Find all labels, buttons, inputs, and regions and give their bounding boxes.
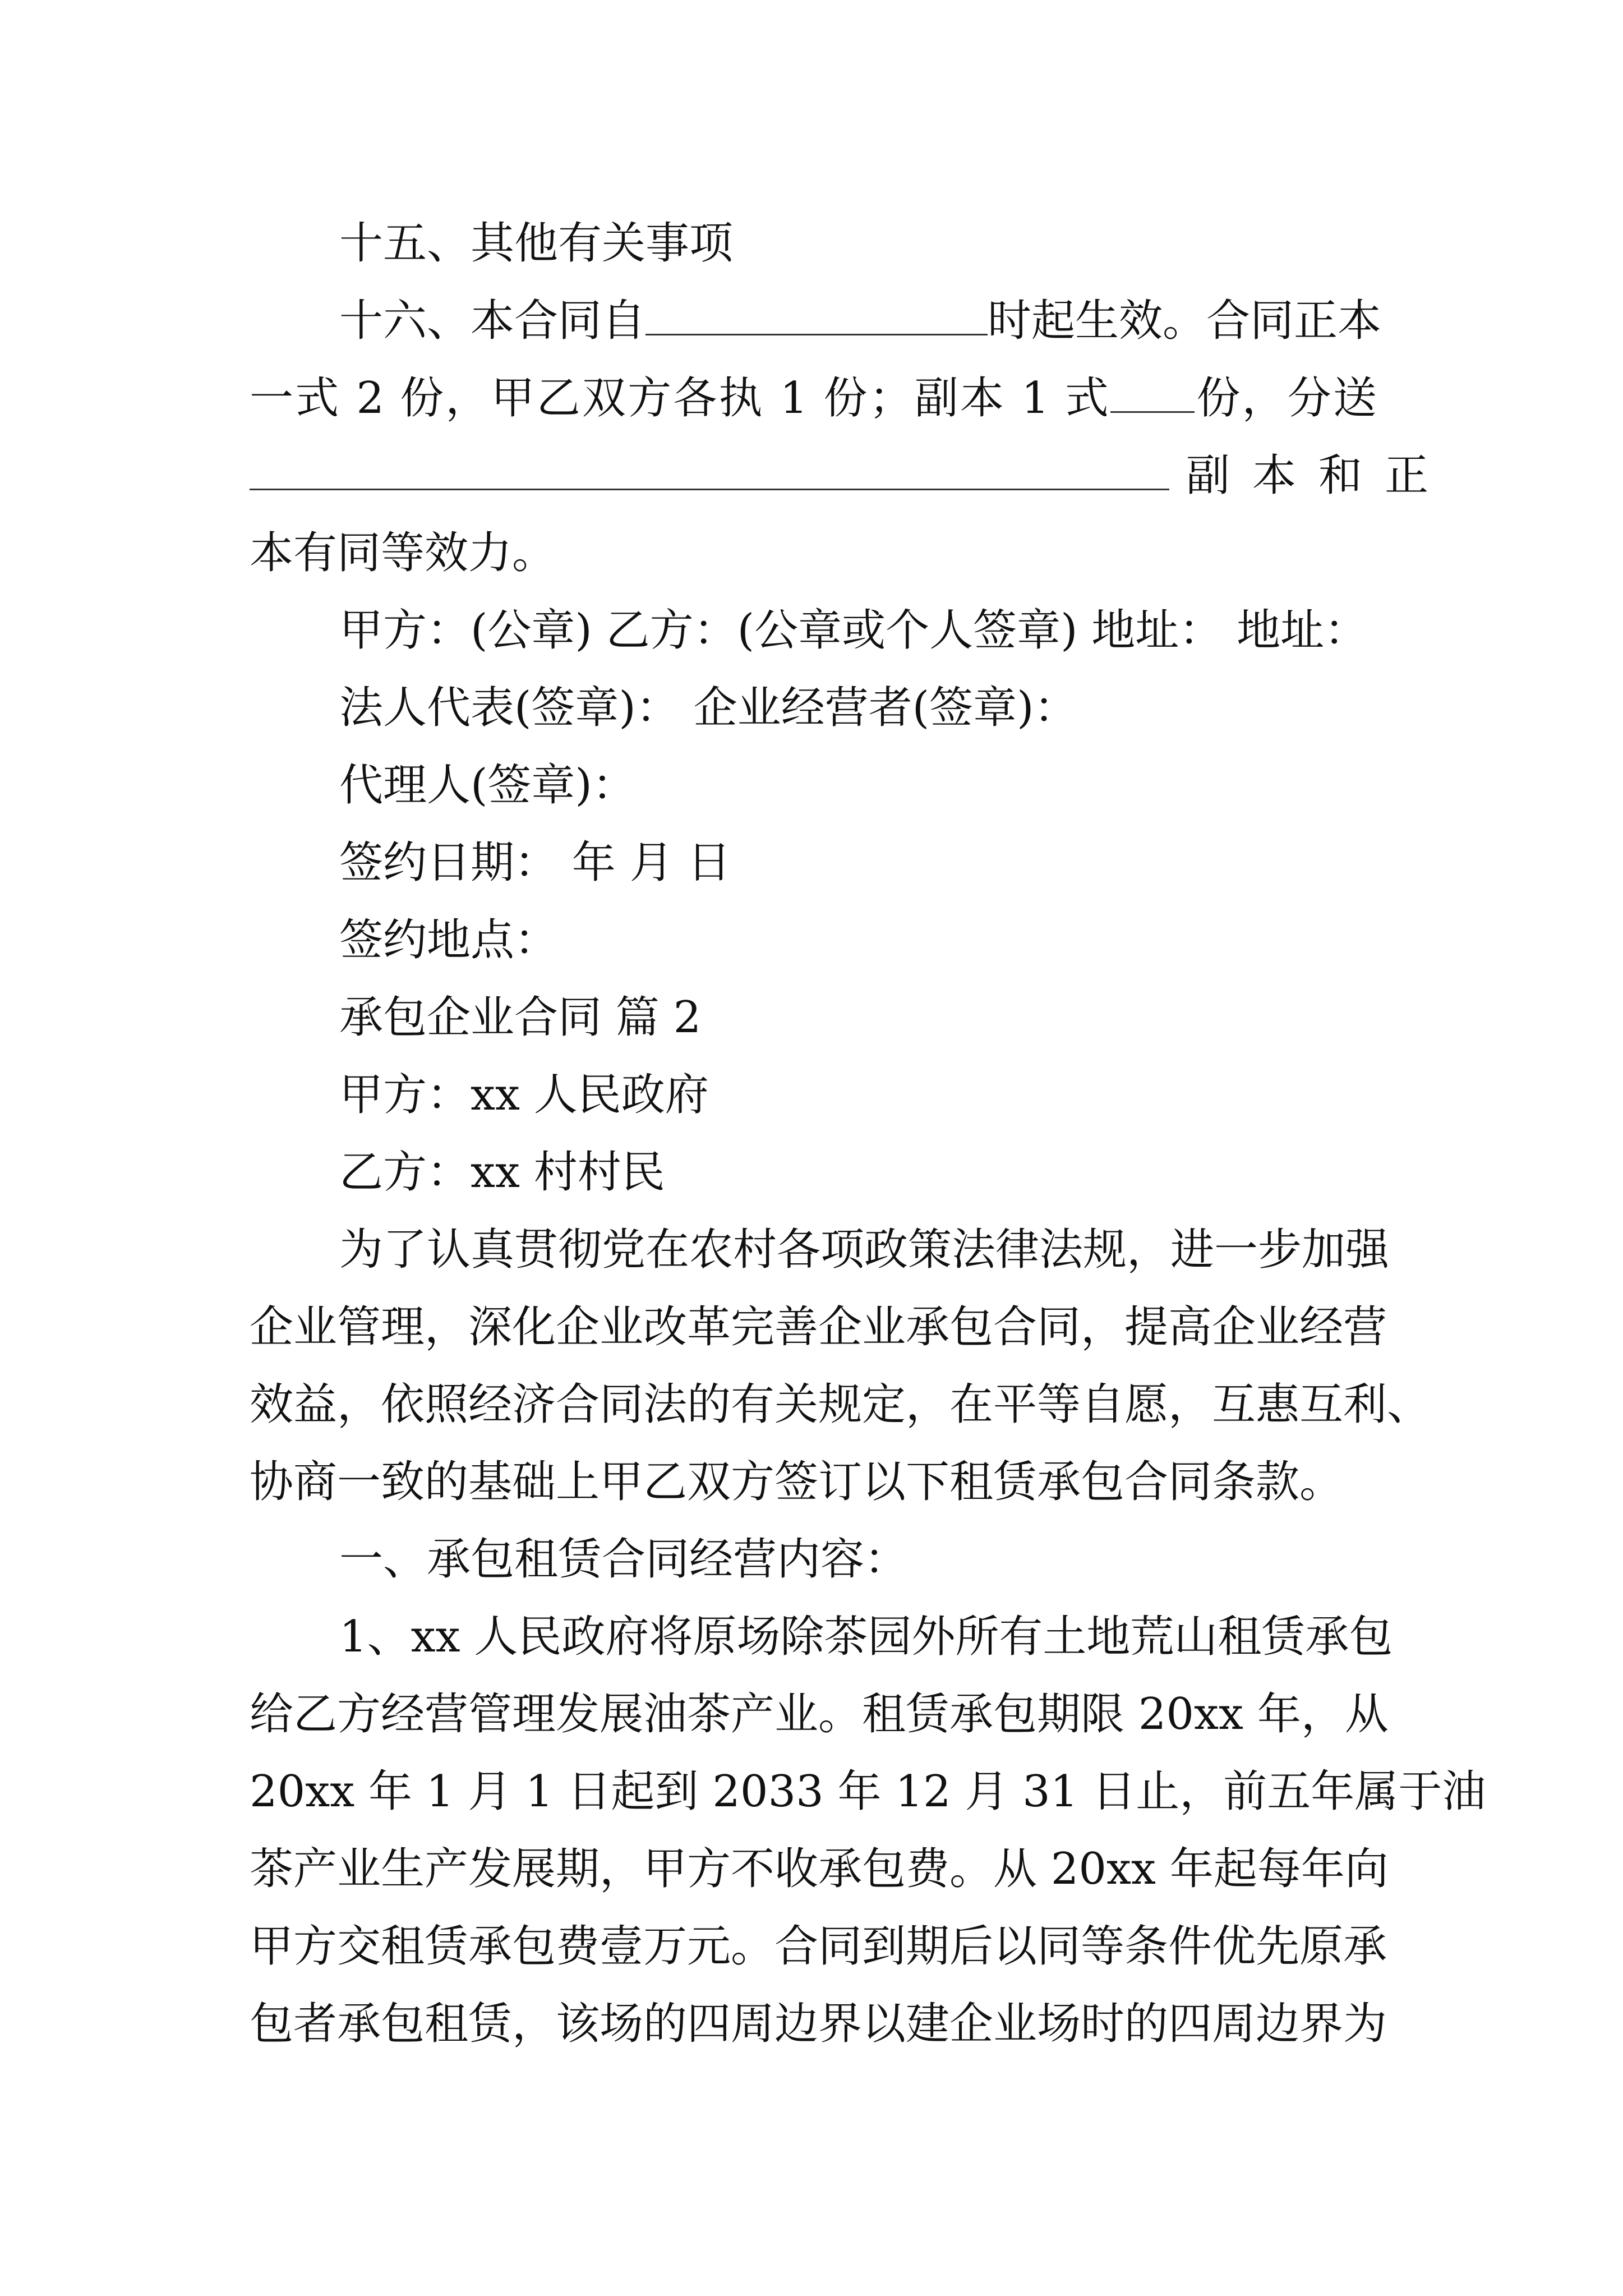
signature-representatives: 法人代表(签章)： 企业经营者(签章)： [339, 683, 1078, 733]
signature-parties: 甲方：(公章) 乙方：(公章或个人签章) 地址： 地址： [339, 605, 1368, 656]
recipients-blank [250, 449, 1169, 490]
clause-16-line-3-text: 副本和正 [1186, 450, 1451, 501]
clause-16-text-b: 时起生效。合同正本 [988, 296, 1382, 346]
clause-1-line: 茶产业生产发展期，甲方不收承包费。从 20xx 年起每年向 [250, 1844, 1389, 1894]
clause-1-line: 1、xx 人民政府将原场除茶园外所有土地荒山租赁承包 [339, 1612, 1393, 1662]
clause-16-line-4: 本有同等效力。 [250, 528, 556, 578]
preamble-line: 效益，依照经济合同法的有关规定，在平等自愿，互惠互利、 [250, 1379, 1431, 1430]
clause-16-line-1 [339, 282, 1382, 360]
clause-1-line: 甲方交租赁承包费壹万元。合同到期后以同等条件优先原承 [250, 1921, 1387, 1972]
heading-1: 一、承包租赁合同经营内容： [339, 1534, 909, 1585]
clause-1-line: 包者承包租赁，该场的四周边界以建企业场时的四周边界为 [250, 1999, 1387, 2049]
clause-16-line-3 [250, 437, 1451, 514]
clause-15: 十五、其他有关事项 [339, 218, 734, 269]
effective-date-blank [645, 295, 988, 335]
clause-16-line-2-tail: 份，分送 [1195, 373, 1377, 424]
preamble-line: 企业管理，深化企业改革完善企业承包合同，提高企业经营 [250, 1302, 1387, 1352]
clause-1-line: 给乙方经营管理发展油茶产业。租赁承包期限 20xx 年，从 [250, 1689, 1389, 1740]
clause-16-line-2 [250, 360, 1377, 437]
clause-16-line-2-text: 一式 2 份，甲乙双方各执 1 份；副本 1 式 [250, 373, 1111, 424]
clause-1-line: 20xx 年 1 月 1 日起到 2033 年 12 月 31 日止，前五年属于油 [250, 1766, 1486, 1817]
section-2-title: 承包企业合同 篇 2 [339, 992, 702, 1043]
signing-place: 签约地点： [339, 915, 559, 965]
section-2-party-b: 乙方：xx 村村民 [339, 1147, 665, 1198]
clause-16-text-a: 十六、本合同自 [339, 296, 646, 346]
preamble-line: 协商一致的基础上甲乙双方签订以下租赁承包合同条款。 [250, 1457, 1344, 1507]
copies-count-blank [1110, 372, 1195, 413]
signature-agent: 代理人(签章)： [339, 760, 636, 811]
signing-date: 签约日期： 年 月 日 [339, 838, 731, 888]
section-2-party-a: 甲方：xx 人民政府 [339, 1070, 709, 1120]
preamble-line: 为了认真贯彻党在农村各项政策法律法规，进一步加强 [339, 1225, 1390, 1275]
